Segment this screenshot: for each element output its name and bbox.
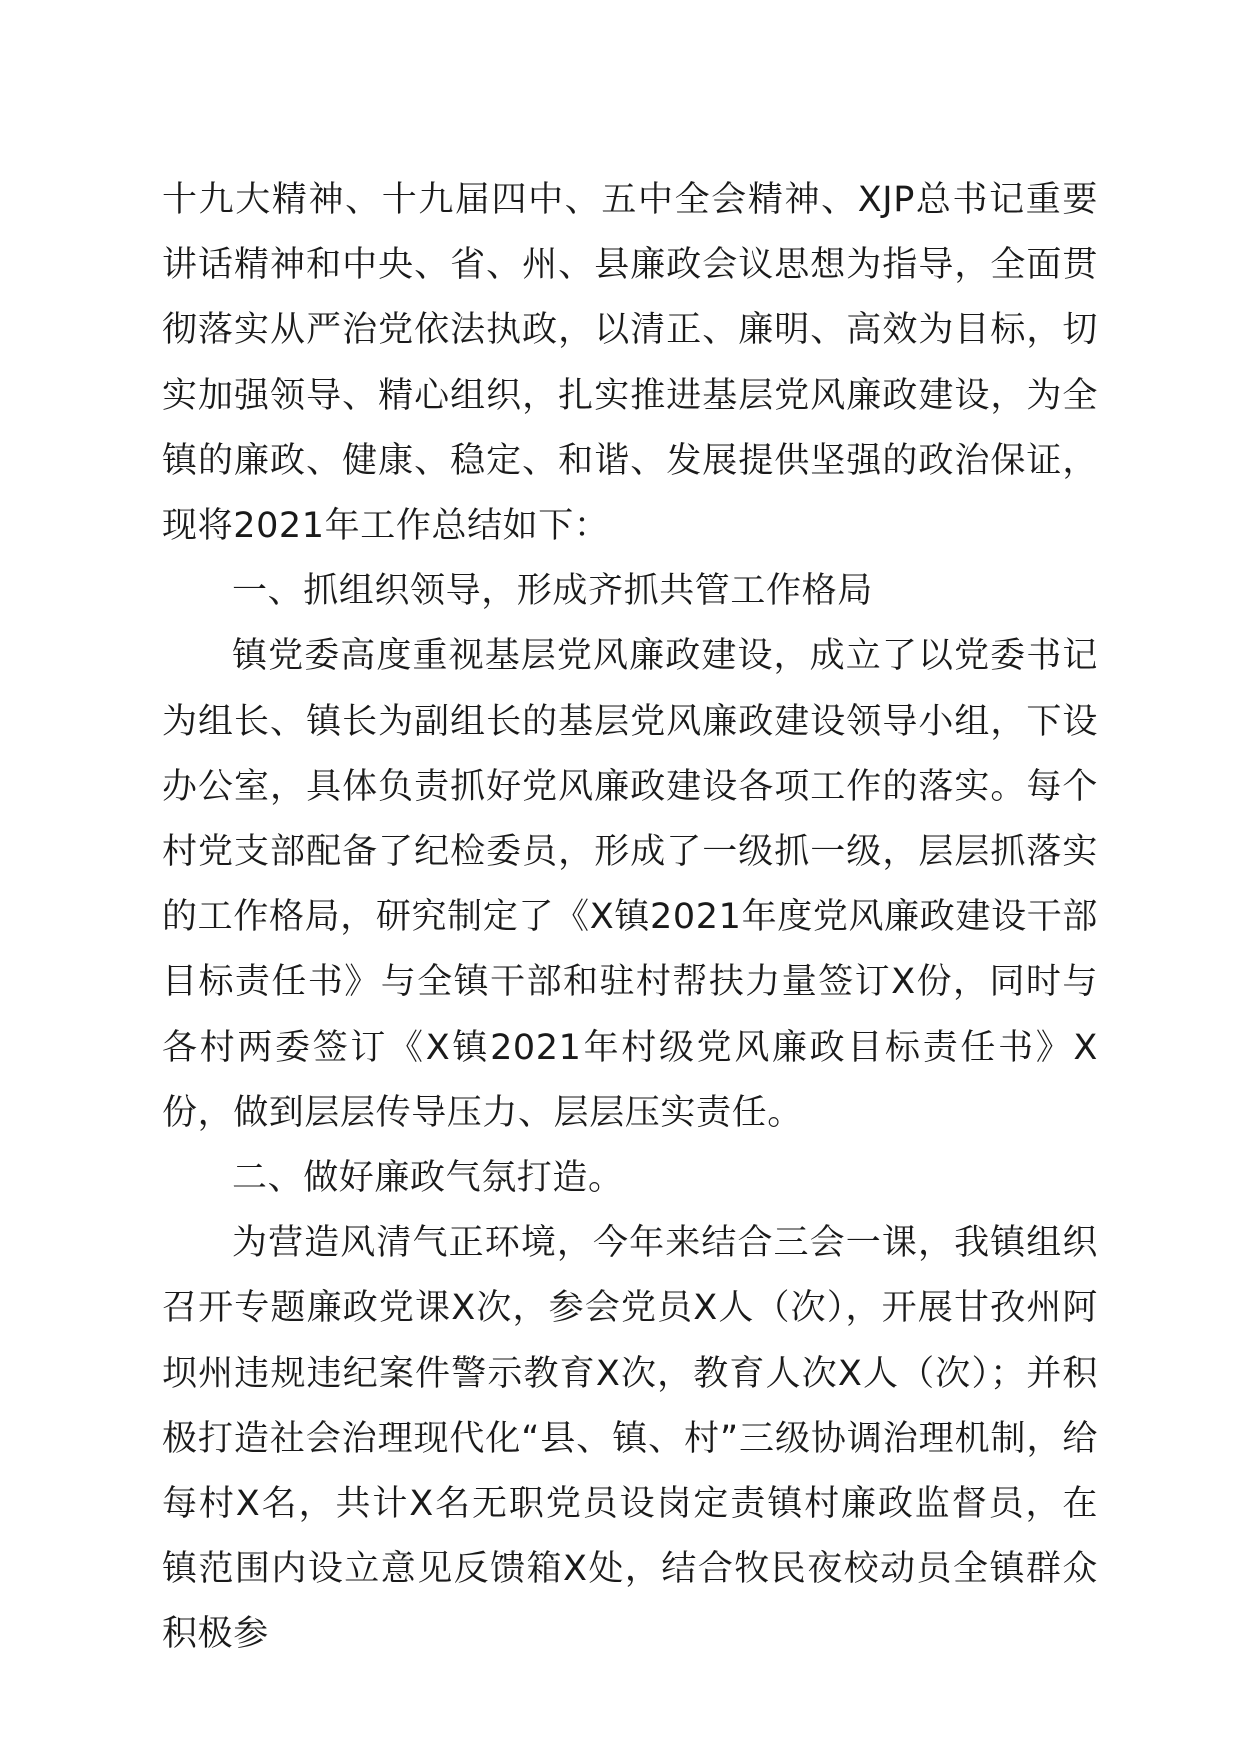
section-2-paragraph: 为营造风清气正环境，今年来结合三会一课，我镇组织召开专题廉政党课X次，参会党员X人（次），开展甘孜州阿坝州违规违纪案件警示教育X次，教育人次X人（次）；并积极打造社会治理现代化“县、镇、村”三级协调治理机制，给每村X名，共计X名无职党员设岗定责镇村廉政监督员，在镇范围内设立意见反馈箱X处，结合牧民夜校动员全镇群众积极参 xyxy=(162,1223,1098,1655)
document-body xyxy=(162,168,1098,1668)
intro-paragraph: 十九大精神、十九届四中、五中全会精神、XJP总书记重要讲话精神和中央、省、州、县廉政会议思想为指导，全面贯彻落实从严治党依法执政，以清正、廉明、高效为目标，切实加强领导、精心组织，扎实推进基层党风廉政建设，为全镇的廉政、健康、稳定、和谐、发展提供坚强的政治保证，现将2021年工作总结如下： xyxy=(162,180,1098,547)
section-heading-1: 一、抓组织领导，形成齐抓共管工作格局 xyxy=(232,571,873,612)
section-1-paragraph: 镇党委高度重视基层党风廉政建设，成立了以党委书记为组长、镇长为副组长的基层党风廉政建设领导小组，下设办公室，具体负责抓好党风廉政建设各项工作的落实。每个村党支部配备了纪检委员，形成了一级抓一级，层层抓落实的工作格局，研究制定了《X镇2021年度党风廉政建设干部目标责任书》与全镇干部和驻村帮扶力量签订X份，同时与各村两委签订《X镇2021年村级党风廉政目标责任书》X份，做到层层传导压力、层层压实责任。 xyxy=(162,636,1098,1133)
section-heading-2: 二、做好廉政气氛打造。 xyxy=(232,1158,624,1199)
